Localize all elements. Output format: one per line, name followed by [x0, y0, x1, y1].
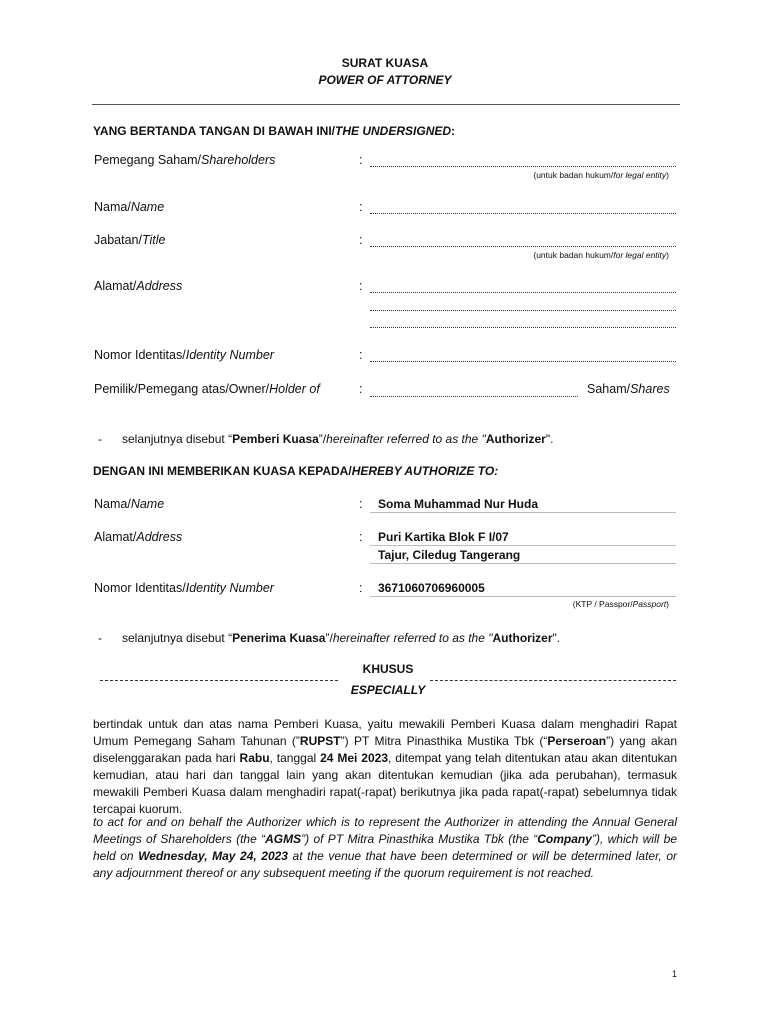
special-label: KHUSUS [362, 662, 414, 676]
undersigned-address-field-3[interactable] [370, 327, 676, 328]
attorney-identity-underline [370, 596, 676, 597]
undersigned-address-field-1[interactable] [370, 292, 676, 293]
attorney-name-value[interactable]: Soma Muhammad Nur Huda [378, 497, 539, 511]
attorney-name-label: Nama/Name [94, 497, 165, 511]
undersigned-identity-label: Nomor Identitas/Identity Number [94, 348, 274, 362]
attorney-identity-value[interactable]: 3671060706960005 [378, 581, 485, 595]
document-title: SURAT KUASA [341, 56, 429, 70]
undersigned-address-field-2[interactable] [370, 310, 676, 311]
owner-label: Pemilik/Pemegang atas/Owner/Holder of [94, 382, 320, 396]
page-number: 1 [672, 969, 678, 979]
shareholder-note: (untuk badan hukum/for legal entity) [533, 170, 669, 180]
attorney-address-underline-2 [370, 563, 676, 564]
attorney-address-colon: : [359, 530, 363, 544]
undersigned-address-colon: : [359, 279, 363, 293]
mandate-paragraph-id: bertindak untuk dan atas nama Pemberi Kuasa, yaitu mewakili Pemberi Kuasa dalam menghadiri Rapat Umum Pemegang Saham Tahunan (”RUPST”) PT Mitra Pinasthika Mustika Tbk (“Perseroan”) yang akan diselenggarakan pada hari Rabu, tanggal 24 Mei 2023, ditempat yang telah ditentukan atau akan ditentukan kemudian, atau hari dan tanggal lain yang akan ditentukan kemudian (jika ada perubahan), termasuk mewakili Pemberi Kuasa dalam menghadiri rapat(-rapat) berikutnya jika pada rapat(-rapat) sebelumnya tidak tercapai kuorum. [93, 717, 678, 816]
title-note: (untuk badan hukum/for legal entity) [533, 250, 669, 260]
authorize-heading: DENGAN INI MEMBERIKAN KUASA KEPADA/HEREBY AUTHORIZE TO: [93, 464, 499, 478]
bullet-dash: - [98, 631, 102, 645]
authorizer-definition: selanjutnya disebut “Pemberi Kuasa”/hereinafter referred to as the "Authorizer". [122, 432, 554, 446]
attorney-identity-colon: : [359, 581, 363, 595]
undersigned-heading: YANG BERTANDA TANGAN DI BAWAH INI/THE UNDERSIGNED: [93, 124, 456, 138]
document-subtitle: POWER OF ATTORNEY [318, 73, 452, 87]
identity-note: (KTP / Passpor/Passport) [572, 599, 669, 609]
title-colon: : [359, 233, 363, 247]
attorney-identity-label: Nomor Identitas/Identity Number [94, 581, 274, 595]
title-label: Jabatan/Title [94, 233, 166, 247]
undersigned-address-label: Alamat/Address [94, 279, 183, 293]
undersigned-name-colon: : [359, 200, 363, 214]
attorney-definition: selanjutnya disebut “Penerima Kuasa”/hereinafter referred to as the "Authorizer". [122, 631, 561, 645]
undersigned-identity-colon: : [359, 348, 363, 362]
attorney-address-line-2[interactable]: Tajur, Ciledug Tangerang [378, 548, 521, 562]
attorney-address-line-1[interactable]: Puri Kartika Blok F I/07 [378, 530, 509, 544]
separator-left [100, 680, 338, 681]
owner-colon: : [359, 382, 363, 396]
shareholder-field[interactable] [370, 166, 676, 167]
title-field[interactable] [370, 246, 676, 247]
shareholder-colon: : [359, 153, 363, 167]
separator-right [430, 680, 676, 681]
owner-shares-field[interactable] [370, 396, 578, 397]
mandate-paragraph-en: to act for and on behalf the Authorizer which is to represent the Authorizer in attending the Annual General Meetings of Shareholders (the “AGMS”) of PT Mitra Pinasthika Mustika Tbk (the “Company”), which will be held on Wednesday, May 24, 2023 at the venue that have been determined or will be determined later, or any adjournment thereof or any subsequent meeting if the quorum requirement is not reached. [93, 815, 677, 880]
undersigned-identity-field[interactable] [370, 361, 676, 362]
attorney-name-underline [370, 512, 676, 513]
attorney-address-label: Alamat/Address [94, 530, 183, 544]
shareholder-label: Pemegang Saham/Shareholders [94, 153, 276, 167]
special-label-en: ESPECIALLY [350, 683, 426, 697]
attorney-name-colon: : [359, 497, 363, 511]
attorney-address-underline-1 [370, 545, 676, 546]
undersigned-name-label: Nama/Name [94, 200, 165, 214]
undersigned-name-field[interactable] [370, 213, 676, 214]
shares-label: Saham/Shares [587, 382, 670, 396]
bullet-dash: - [98, 432, 102, 446]
header-divider [92, 104, 680, 105]
